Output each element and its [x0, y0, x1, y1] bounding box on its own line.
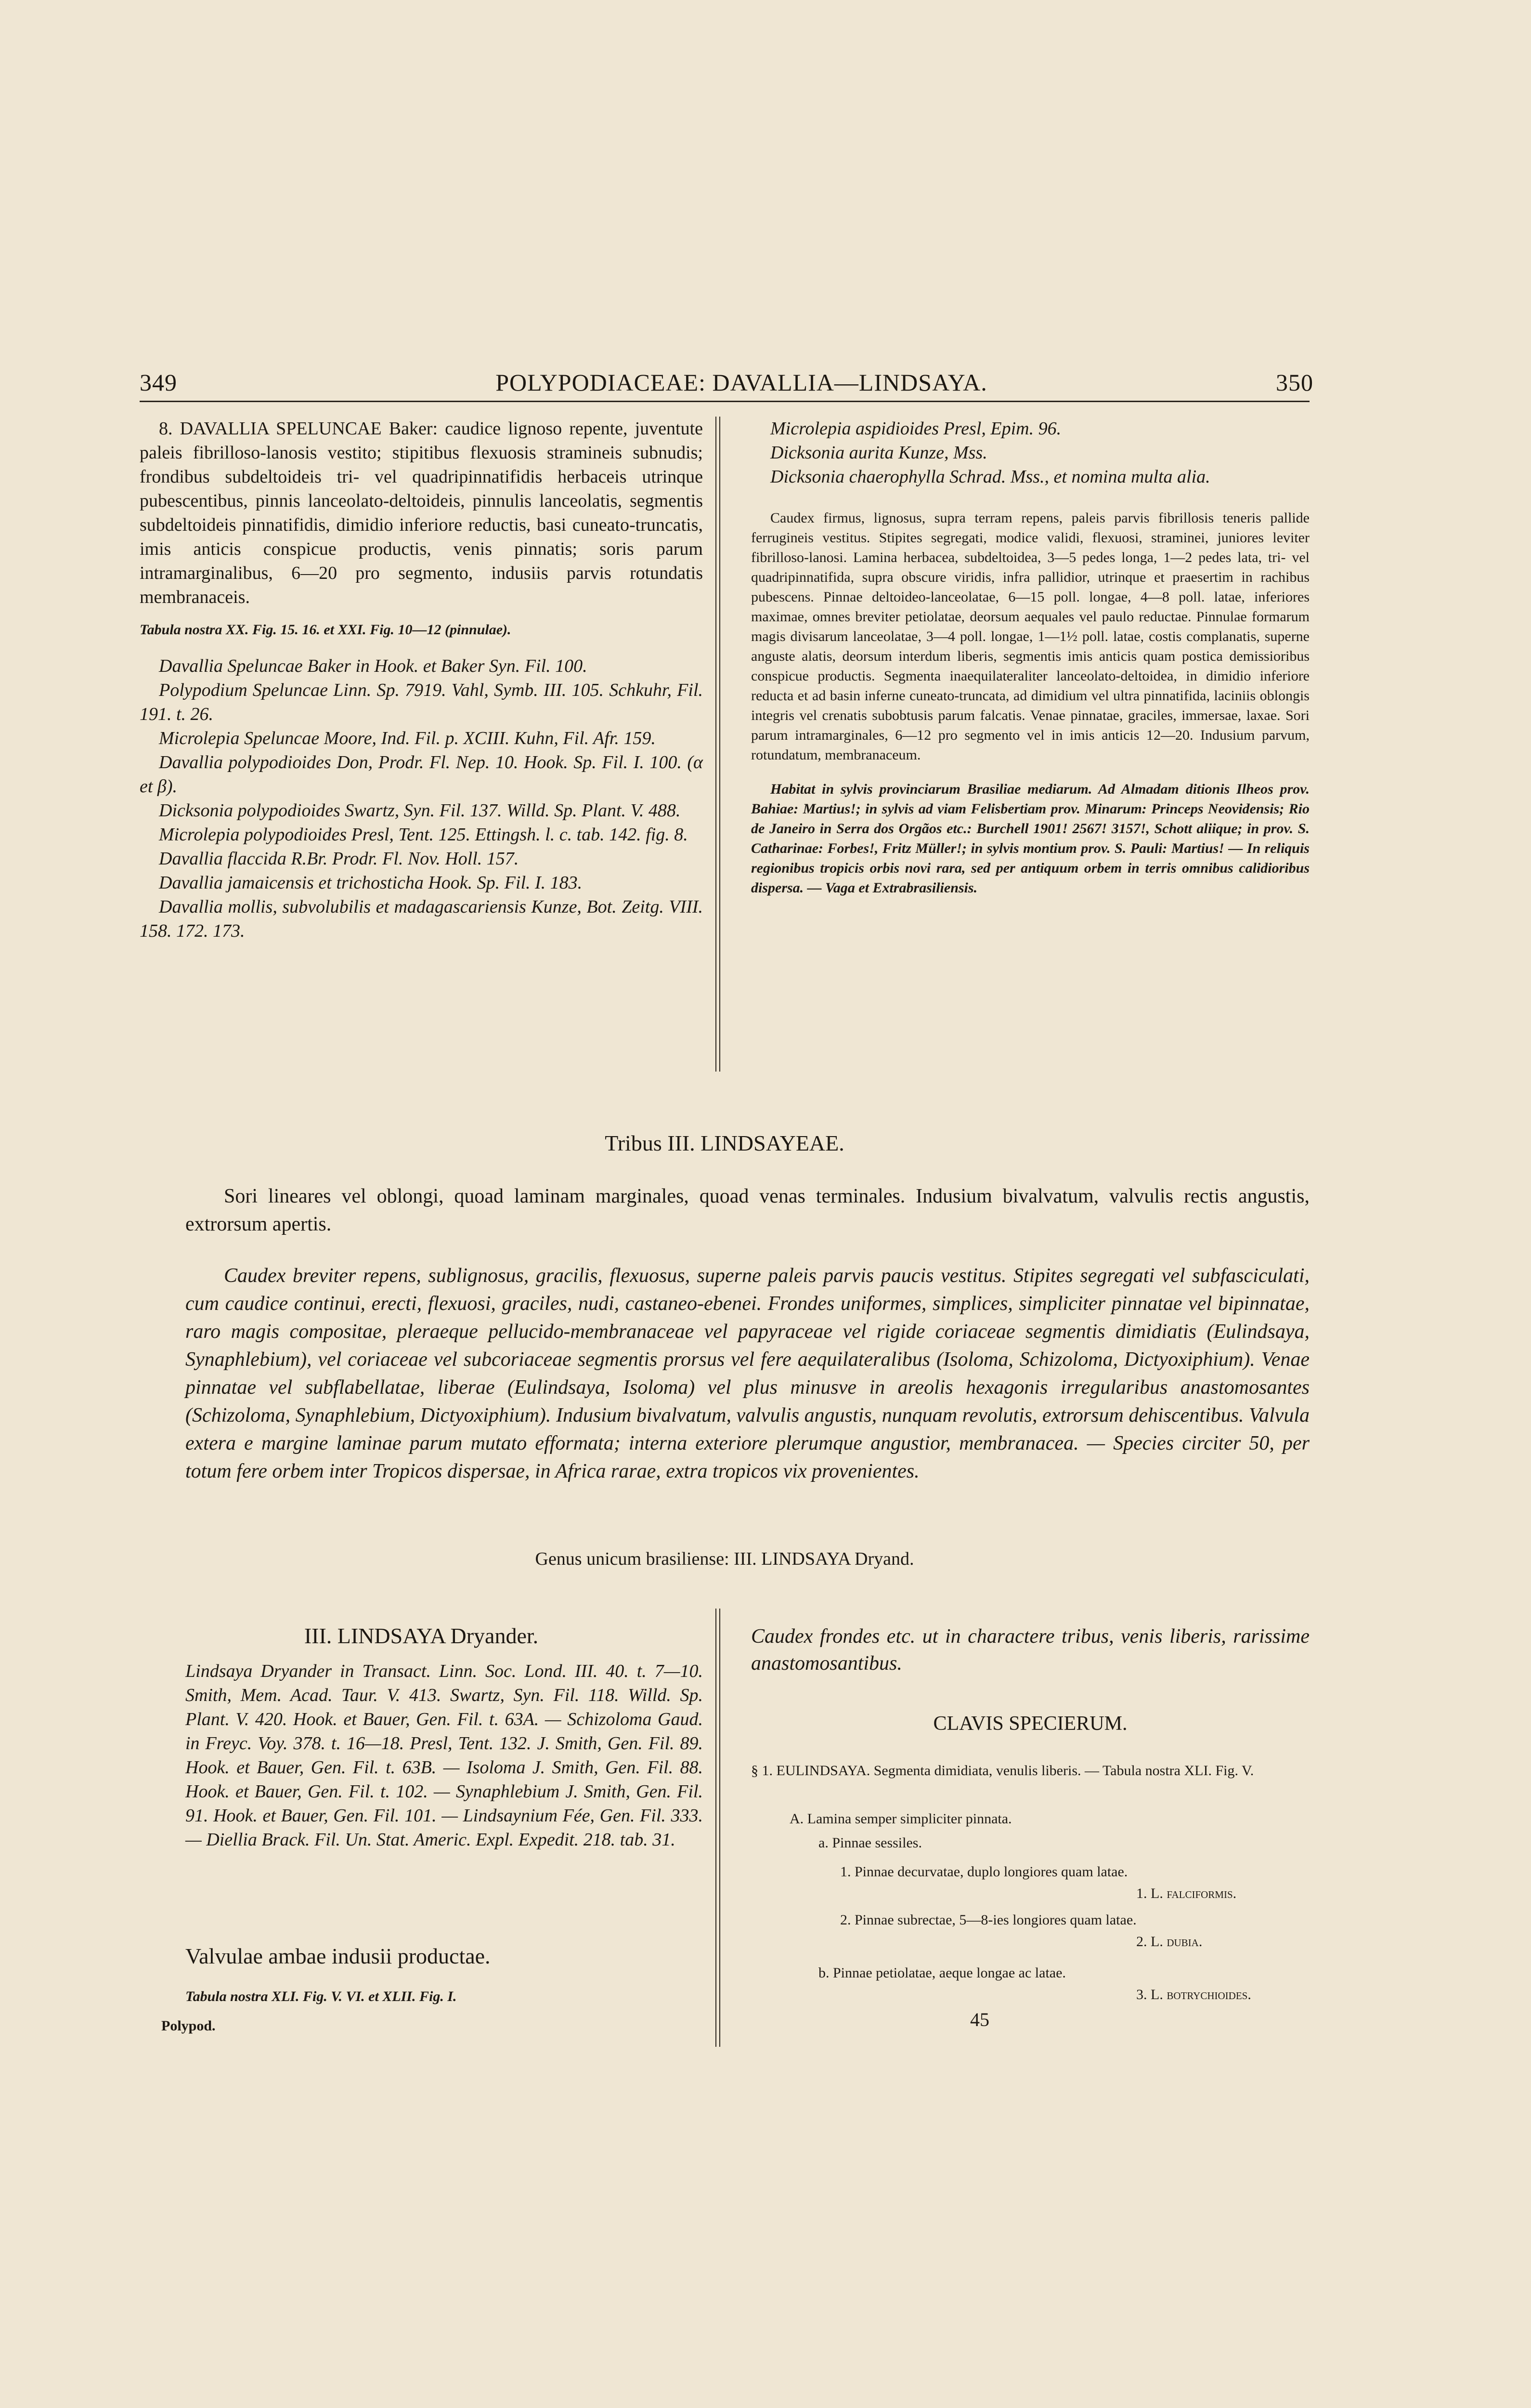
tribus-heading: Tribus III. LINDSAYEAE. [605, 1131, 844, 1155]
clavis-a: a. Pinnae sessiles. [818, 1835, 922, 1851]
header-rule [140, 401, 1310, 402]
right-page-number: 350 [1276, 369, 1313, 396]
synonym: Dicksonia aurita Kunze, Mss. [770, 443, 987, 463]
davallia-habitat: Habitat in sylvis provinciarum Brasiliae mediarum. Ad Almadam ditionis Ilheos prov. Bahiae: Martius!; in sylvis ad viam Felisbertiam prov. Minarum: Princeps Neovidensis; Rio de Janeiro in Serra dos Orgãos etc.: Burchell 1901! 2567! 3157!, Schott aliique; in prov. S. Catharinae: Forbes!, Fritz Müller!; in sylvis montium prov. S. Pauli: Martius! — In reliquis regionibus tropicis orbis novi rara, sed per antiquum orbem in terris omnibus calidioribus dispersa. — Vaga et Extrabrasiliensis. [751, 781, 1310, 896]
davallia-detail: Caudex firmus, lignosus, supra terram repens, paleis parvis fibrillosis teneris pallide ferrugineis vestitus. Stipites segregati, modice validi, flexuosi, straminei, juniores leviter fibrilloso-lanosi. Lamina herbacea, subdeltoidea, 3—5 pedes longa, 1—2 pedes lata, tri- vel quadripinnatifida, supra obscure viridis, infra pallidior, utrinque et praesertim in rachibus pubescens. Pinnae deltoideo-lanceolatae, 6—15 poll. longae, 4—8 poll. latae, inferiores maximae, omnes breviter petiolatae, deorsum aequales vel paulo reductae. Pinnulae formarum magis divisarum lanceolatae, 3—4 poll. longae, 1—1½ poll. latae, costis complanatis, superne anguste alatis, deorsum interdum liberis, segmentis imis anticis quam postica demissioribus conspicue productis. Segmenta inaequilateraliter lanceolato-deltoidea, in dimidio inferiore reducta et ad basin inferne cuneato-truncata, ad dimidium vel ultra pinnatifida, laciniis oblongis integris vel crenatis subobtusis parum falcatis. Venae pinnatae, graciles, immersae, laxae. Sori parum intramarginales, 6—12 pro segmento vel in imis anticis 12—20. Indusium parvum, rotundatum, membranaceum. [751, 510, 1310, 763]
clavis-b: b. Pinnae petiolatae, aeque longae ac latae. [818, 1965, 1066, 1981]
synonym: Dicksonia chaerophylla Schrad. Mss., et nomina multa alia. [770, 467, 1210, 487]
synonym: Polypodium Speluncae Linn. Sp. 7919. Vahl, Symb. III. 105. Schkuhr, Fil. 191. t. 26. [140, 680, 703, 724]
davallia-synonyms-right [751, 417, 1310, 489]
left-page-number: 349 [140, 369, 177, 396]
clavis-A: A. Lamina semper simpliciter pinnata. [790, 1811, 1012, 1827]
signature-mark: Polypod. [161, 2018, 216, 2034]
davallia-tabula: Tabula nostra XX. Fig. 15. 16. et XXI. Fig. 10—12 (pinnulae). [140, 622, 511, 638]
synonym: Dicksonia polypodioides Swartz, Syn. Fil. 137. Willd. Sp. Plant. V. 488. [159, 800, 681, 821]
signature-number: 45 [970, 2009, 989, 2030]
lindsaya-valvulae: Valvulae ambae indusii productae. [185, 1944, 491, 1968]
synonym: Microlepia polypodioides Presl, Tent. 125. Ettingsh. l. c. tab. 142. fig. 8. [159, 824, 688, 845]
species-falciformis: 1. L. falciformis. [1136, 1885, 1237, 1901]
column-divider [715, 417, 716, 1072]
tribus-description: Caudex breviter repens, sublignosus, gracilis, flexuosus, superne paleis parvis paucis vestitus. Stipites segregati vel subfasciculati, cum caudice continui, erecti, flexuosi, graciles, nudi, castaneo-ebenei. Frondes uniformes, simplices, simpliciter pinnatae vel bipinnatae, raro magis compositae, pleraeque pellucido-membranaceae vel papyraceae vel rigide coriaceae segmentis dimidiatis (Eulindsaya, Synaphlebium), vel coriaceae vel subcoriaceae segmentis prorsus vel fere aequilateralibus (Isoloma, Schizoloma, Dictyoxiphium). Venae pinnatae vel subflabellatae, liberae (Eulindsaya, Isoloma) vel plus minusve in areolis hexagonis irregularibus anastomosantes (Schizoloma, Synaphlebium, Dictyoxiphium). Indusium bivalvatum, valvulis angustis, nunquam revolutis, extrorsum dehiscentibus. Valvula extera e margine laminae parum mutato efformata; interna exteriore plerumque angustior, membranacea. — Species circiter 50, per totum fere orbem inter Tropicos dispersae, in Africa rarae, extra tropicos vix provenientes. [185, 1265, 1310, 1482]
lindsaya-heading: III. LINDSAYA Dryander. [304, 1623, 539, 1648]
column-divider-lower [715, 1609, 716, 2047]
clavis-2: 2. Pinnae subrectae, 5—8-ies longiores quam latae. [840, 1912, 1137, 1928]
tribus-diagnosis: Sori lineares vel oblongi, quoad laminam marginales, quoad venas terminales. Indusium bivalvatum, valvulis rectis angustis, extrorsum apertis. [185, 1185, 1310, 1235]
synonym: Davallia Speluncae Baker in Hook. et Baker Syn. Fil. 100. [159, 656, 587, 676]
synonym: Microlepia Speluncae Moore, Ind. Fil. p. XCIII. Kuhn, Fil. Afr. 159. [159, 728, 656, 748]
clavis-section-1: § 1. EULINDSAYA. Segmenta dimidiata, venulis liberis. — Tabula nostra XLI. Fig. V. [751, 1763, 1254, 1779]
column-divider-lower-2 [719, 1609, 720, 2047]
davallia-left-column [140, 417, 703, 943]
species-botrychioides: 3. L. botrychioides. [1136, 1987, 1251, 2002]
synonym: Davallia polypodioides Don, Prodr. Fl. Nep. 10. Hook. Sp. Fil. I. 100. (α et β). [140, 752, 703, 797]
synonym: Davallia jamaicensis et trichosticha Hook. Sp. Fil. I. 183. [159, 873, 583, 893]
running-title: POLYPODIACEAE: DAVALLIA—LINDSAYA. [495, 369, 987, 396]
synonym: Davallia mollis, subvolubilis et madagascariensis Kunze, Bot. Zeitg. VIII. 158. 172. 173. [140, 897, 703, 941]
davallia-synonym-list [140, 654, 703, 943]
column-divider-2 [719, 417, 720, 1072]
lindsaya-tabula: Tabula nostra XLI. Fig. V. VI. et XLII. Fig. I. [185, 1989, 457, 2004]
synonym: Davallia flaccida R.Br. Prodr. Fl. Nov. Holl. 157. [159, 849, 519, 869]
davallia-description: 8. DAVALLIA SPELUNCAE Baker: caudice lignoso repente, juventute paleis fibrilloso-lanosis vestito; stipitibus flexuosis stramineis subnudis; frondibus subdeltoideis tri- vel quadripinnatifidis herbaceis utrinque pubescentibus, pinnis lanceolato-deltoideis, pinnulis lanceolatis, segmentis subdeltoideis pinnatifidis, dimidio inferiore reductis, basi cuneato-truncatis, imis anticis conspicue productis, venis pinnatis; soris parum intramarginalibus, 6—20 pro segmento, indusiis parvis rotundatis membranaceis. [140, 419, 703, 607]
lindsaya-references: Lindsaya Dryander in Transact. Linn. Soc. Lond. III. 40. t. 7—10. Smith, Mem. Acad. Taur. V. 413. Swartz, Syn. Fil. 118. Willd. Sp. Plant. V. 420. Hook. et Bauer, Gen. Fil. t. 63A. — Schizoloma Gaud. in Freyc. Voy. 378. t. 16—18. Presl, Tent. 132. J. Smith, Gen. Fil. 89. Hook. et Bauer, Gen. Fil. t. 63B. — Isoloma J. Smith, Gen. Fil. 88. Hook. et Bauer, Gen. Fil. t. 102. — Synaphlebium J. Smith, Gen. Fil. 91. Hook. et Bauer, Gen. Fil. 101. — Lindsaynium Fée, Gen. Fil. 333. — Diellia Brack. Fil. Un. Stat. Americ. Expl. Expedit. 218. tab. 31. [185, 1661, 703, 1850]
lindsaya-caudex-note: Caudex frondes etc. ut in charactere tribus, venis liberis, rarissime anastomosantibus. [751, 1625, 1310, 1675]
synonym: Microlepia aspidioides Presl, Epim. 96. [770, 419, 1062, 439]
davallia-right-column [751, 417, 1310, 906]
genus-unicum: Genus unicum brasiliense: III. LINDSAYA Dryand. [535, 1549, 914, 1569]
species-dubia: 2. L. dubia. [1136, 1934, 1203, 1950]
clavis-1: 1. Pinnae decurvatae, duplo longiores quam latae. [840, 1864, 1128, 1880]
clavis-heading: CLAVIS SPECIERUM. [933, 1713, 1128, 1735]
